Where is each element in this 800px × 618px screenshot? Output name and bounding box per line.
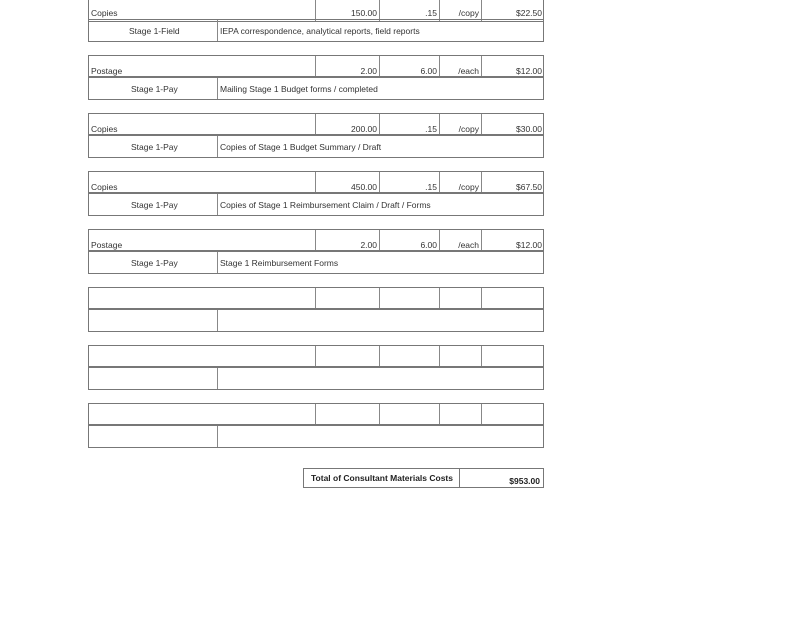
item-unit: /copy (458, 182, 479, 192)
item-description: Copies of Stage 1 Budget Summary / Draft (220, 142, 382, 152)
item-rate: 6.00 (420, 66, 437, 76)
item-row-4 (88, 229, 544, 251)
item-name: Copies (91, 8, 118, 18)
empty-desc-row (88, 309, 544, 332)
item-unit: /copy (458, 8, 479, 18)
item-qty: 450.00 (351, 182, 377, 192)
item-qty: 2.00 (360, 66, 377, 76)
item-name: Postage (91, 66, 123, 76)
item-desc-row-0 (88, 19, 544, 42)
total-label: Total of Consultant Materials Costs (311, 473, 453, 483)
item-rate: .15 (425, 8, 437, 18)
item-name: Copies (91, 182, 118, 192)
item-stage: Stage 1-Pay (131, 142, 178, 152)
item-desc-row-4 (88, 251, 544, 274)
item-desc-row-2 (88, 135, 544, 158)
item-name: Postage (91, 240, 123, 250)
item-qty: 2.00 (360, 240, 377, 250)
item-amount: $30.00 (516, 124, 542, 134)
item-stage: Stage 1-Pay (131, 84, 178, 94)
item-name: Copies (91, 124, 118, 134)
item-amount: $12.00 (516, 66, 542, 76)
item-description: Stage 1 Reimbursement Forms (220, 258, 339, 268)
item-row-2 (88, 113, 544, 135)
item-description: Mailing Stage 1 Budget forms / completed (220, 84, 378, 94)
item-qty: 150.00 (351, 8, 377, 18)
item-qty: 200.00 (351, 124, 377, 134)
item-description: Copies of Stage 1 Reimbursement Claim / Draft / Forms (220, 200, 431, 210)
item-rate: 6.00 (420, 240, 437, 250)
item-amount: $22.50 (516, 8, 542, 18)
item-unit: /each (458, 66, 479, 76)
total-label-box (303, 468, 460, 488)
item-unit: /copy (458, 124, 479, 134)
item-desc-row-3 (88, 193, 544, 216)
item-rate: .15 (425, 124, 437, 134)
empty-row (88, 287, 544, 309)
total-amount: $953.00 (509, 476, 540, 486)
item-row-3 (88, 171, 544, 193)
item-stage: Stage 1-Field (129, 26, 180, 36)
item-amount: $67.50 (516, 182, 542, 192)
item-description: IEPA correspondence, analytical reports, field reports (220, 26, 420, 36)
item-row-1 (88, 55, 544, 77)
total-amount-box (459, 468, 544, 488)
empty-row (88, 403, 544, 425)
item-stage: Stage 1-Pay (131, 200, 178, 210)
empty-desc-row (88, 367, 544, 390)
item-unit: /each (458, 240, 479, 250)
item-amount: $12.00 (516, 240, 542, 250)
empty-row (88, 345, 544, 367)
empty-desc-row (88, 425, 544, 448)
item-stage: Stage 1-Pay (131, 258, 178, 268)
item-desc-row-1 (88, 77, 544, 100)
item-rate: .15 (425, 182, 437, 192)
